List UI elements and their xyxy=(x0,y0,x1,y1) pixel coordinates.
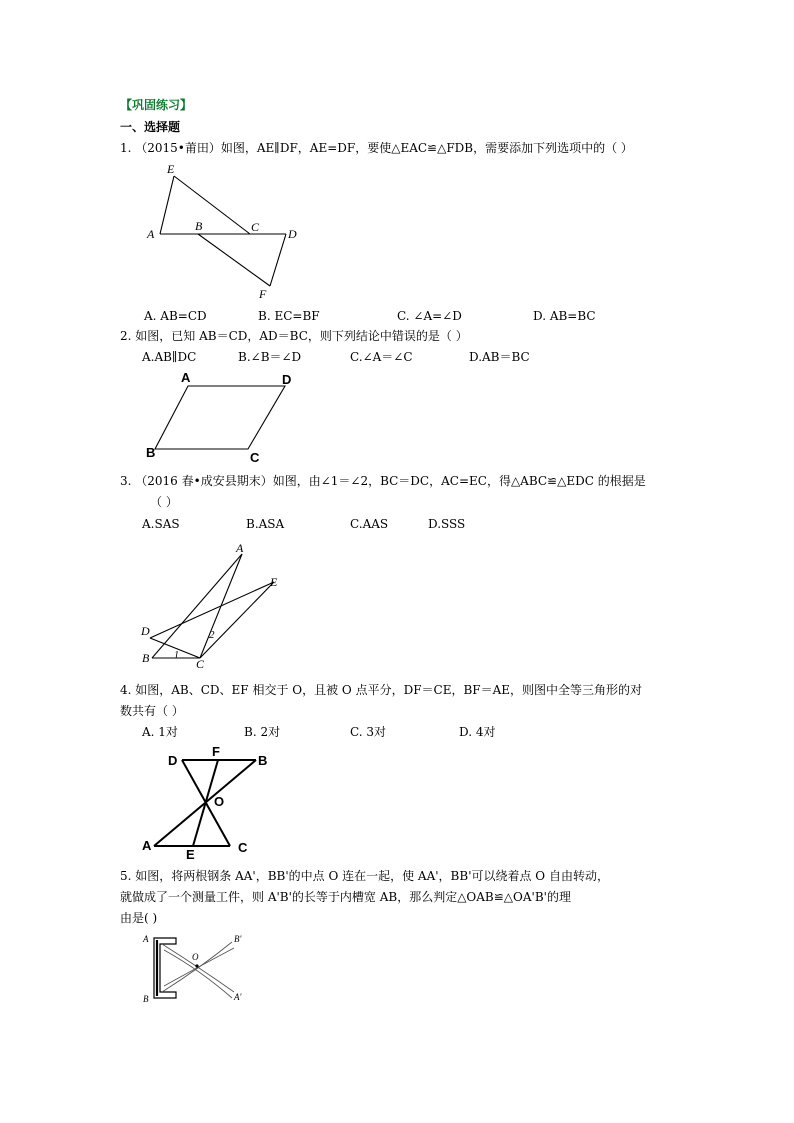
q1-stem: 1. （2015•莆田）如图，AE∥DF，AE=DF，要使△EAC≌△FDB，需要添加下列选项中的（ ） xyxy=(120,141,633,155)
q3-label-B: B xyxy=(142,651,150,665)
section-title: 【巩固练习】 xyxy=(120,98,193,112)
q3-figure xyxy=(138,538,288,673)
q4-option-b: B. 2对 xyxy=(244,725,281,739)
q2-stem: 2. 如图，已知 AB＝CD，AD＝BC，则下列结论中错误的是（ ） xyxy=(120,329,468,343)
q1-label-B: B xyxy=(195,219,203,233)
q5-label-O: O xyxy=(192,952,199,962)
q4-option-c: C. 3对 xyxy=(350,725,387,739)
q5-label-A: A xyxy=(143,934,149,944)
q5-stem-cont2: 由是( ) xyxy=(120,911,158,925)
q1-option-c: C. ∠A=∠D xyxy=(397,309,462,323)
q5-label-A-prime: A' xyxy=(234,992,242,1002)
q1-label-E: E xyxy=(167,162,175,176)
q2-label-A: A xyxy=(181,370,191,385)
q2-option-c: C.∠A＝∠C xyxy=(350,350,413,364)
q1-label-C: C xyxy=(251,220,260,234)
q1-label-D: D xyxy=(288,227,297,241)
q1-option-a: A. AB=CD xyxy=(144,309,207,323)
q4-stem: 4. 如图，AB、CD、EF 相交于 O，且被 O 点平分，DF＝CE，BF＝AE，则图中全等三角形的对 xyxy=(120,683,643,697)
q3-option-b: B.ASA xyxy=(246,517,285,531)
q2-label-D: D xyxy=(282,372,292,387)
q2-option-d: D.AB＝BC xyxy=(469,350,530,364)
q5-label-B: B xyxy=(143,994,149,1004)
q3-label-A: A xyxy=(236,541,244,555)
q4-label-C: C xyxy=(238,840,248,855)
q4-label-B: B xyxy=(258,753,268,768)
q3-stem-cont: （ ） xyxy=(150,495,178,509)
q3-label-D: D xyxy=(141,624,150,638)
q5-stem: 5. 如图，将两根钢条 AA'，BB'的中点 O 连在一起，使 AA'，BB'可以绕着点 O 自由转动， xyxy=(120,869,609,883)
q3-label-2: 2 xyxy=(209,629,215,641)
q3-option-a: A.SAS xyxy=(142,517,180,531)
q4-label-O: O xyxy=(214,794,225,809)
q3-label-E: E xyxy=(270,575,278,589)
q1-figure xyxy=(140,158,310,308)
q4-label-F: F xyxy=(212,744,220,759)
q3-stem: 3. （2016 春•成安县期末）如图，由∠1＝∠2，BC＝DC，AC=EC，得△ABC≌△EDC 的根据是 xyxy=(120,474,646,488)
part-title: 一、选择题 xyxy=(120,120,181,134)
q1-option-b: B. EC=BF xyxy=(258,309,320,323)
q2-option-b: B.∠B＝∠D xyxy=(238,350,302,364)
q1-option-d: D. AB=BC xyxy=(533,309,596,323)
q4-label-E: E xyxy=(186,847,195,862)
q3-label-C: C xyxy=(196,657,205,671)
q1-label-A: A xyxy=(147,227,155,241)
q5-label-B-prime: B' xyxy=(234,934,242,944)
q4-option-d: D. 4对 xyxy=(459,725,496,739)
q3-option-d: D.SSS xyxy=(428,517,466,531)
q5-stem-cont: 就做成了一个测量工件，则 A'B'的长等于内槽宽 AB，那么判定△OAB≌△OA'B'的理 xyxy=(120,890,571,904)
q3-option-c: C.AAS xyxy=(350,517,389,531)
q4-option-a: A. 1对 xyxy=(142,725,178,739)
q2-label-B: B xyxy=(146,445,156,460)
q2-label-C: C xyxy=(250,450,260,465)
q4-stem-cont: 数共有（ ） xyxy=(120,704,184,718)
q4-label-D: D xyxy=(168,753,178,768)
q4-figure xyxy=(138,742,278,864)
q5-figure xyxy=(140,930,260,1008)
q2-option-a: A.AB∥DC xyxy=(142,350,197,364)
q1-label-F: F xyxy=(259,287,267,301)
q2-figure xyxy=(140,368,310,468)
q3-label-1: 1 xyxy=(174,650,179,661)
q4-label-A: A xyxy=(142,838,152,853)
